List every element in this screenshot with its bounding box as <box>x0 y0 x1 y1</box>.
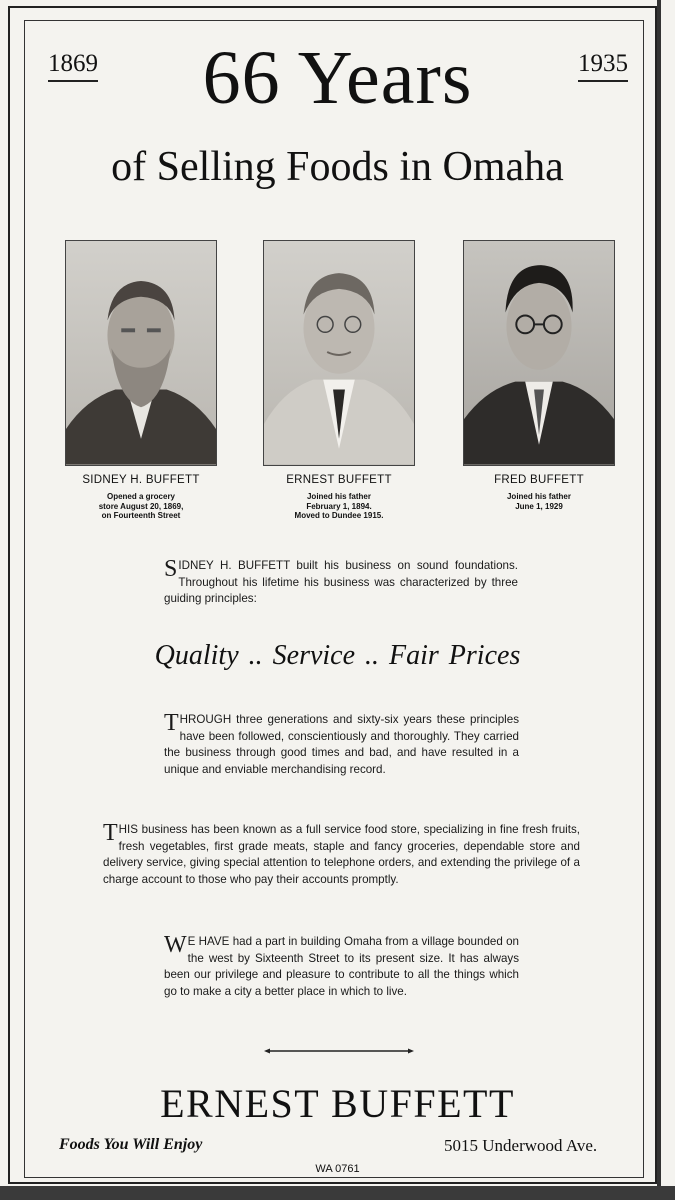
portrait-name-fred: FRED BUFFETT <box>494 474 584 486</box>
subheadline: of Selling Foods in Omaha <box>111 144 564 190</box>
drop-cap: S <box>164 556 178 582</box>
note-line: February 1, 1894. <box>306 501 372 511</box>
portrait-sidney-figure <box>66 241 216 465</box>
ornament-divider <box>264 1048 414 1054</box>
bottom-bar <box>0 1186 675 1200</box>
portrait-sidney <box>65 240 217 466</box>
note-line: on Fourteenth Street <box>101 511 181 520</box>
paragraph-text: HIS business has been known as a full service food store, specializing in fine fresh fruits, fresh vegetables, first grade meats, staple and fancy groceries, dependable store and delivery service, giving special attention to telephone orders, and extending the privilege of a charge account to those who pay their accounts promptly. <box>103 823 580 886</box>
note-line: Joined his father <box>506 492 571 501</box>
slogan: Quality .. Service .. Fair Prices <box>154 640 521 671</box>
address: 5015 Underwood Ave. <box>444 1136 598 1155</box>
headline: 66 Years <box>202 36 473 120</box>
paragraph-full-service <box>103 822 580 888</box>
year-end: 1935 <box>578 50 628 82</box>
paragraph-intro <box>164 558 518 608</box>
drop-cap: T <box>103 820 118 846</box>
portrait-ernest-figure <box>264 241 414 465</box>
year-start: 1869 <box>48 50 98 82</box>
portrait-note-ernest <box>239 492 439 521</box>
paragraph-omaha <box>164 934 519 1000</box>
brand-name: ERNEST BUFFETT <box>160 1081 515 1126</box>
paragraph-text: IDNEY H. BUFFETT built his business on sound foundations. Throughout his lifetime his business was characterized by three guiding principles: <box>164 559 518 605</box>
note-line: store August 20, 1869, <box>98 501 184 511</box>
note-line: Joined his father <box>306 492 371 501</box>
portrait-fred-figure <box>464 241 614 465</box>
phone-number: WA 0761 <box>315 1163 360 1175</box>
paragraph-generations <box>164 712 519 778</box>
portrait-note-fred <box>439 492 639 511</box>
portrait-ernest <box>263 240 415 466</box>
note-line: Moved to Dundee 1915. <box>294 511 384 520</box>
note-line: June 1, 1929 <box>515 501 563 511</box>
paragraph-text: HROUGH three generations and sixty-six years these principles have been followed, conscientiously and thoroughly. They carried the business through good times and bad, and have resulted in a unique and enviable merchandising record. <box>164 713 519 776</box>
portrait-name-ernest: ERNEST BUFFETT <box>286 474 392 486</box>
drop-cap: T <box>164 710 179 736</box>
paragraph-text: E HAVE had a part in building Omaha from a village bounded on the west by Sixteenth Street to its present size. It has always been our privilege and pleasure to contribute to all the things which go to make a city a better place in which to live. <box>164 935 519 998</box>
drop-cap: W <box>164 932 187 958</box>
note-line: Opened a grocery <box>106 492 176 501</box>
tagline: Foods You Will Enjoy <box>59 1136 203 1153</box>
portrait-fred <box>463 240 615 466</box>
portrait-note-sidney <box>41 492 241 521</box>
portrait-name-sidney: SIDNEY H. BUFFETT <box>82 474 200 486</box>
